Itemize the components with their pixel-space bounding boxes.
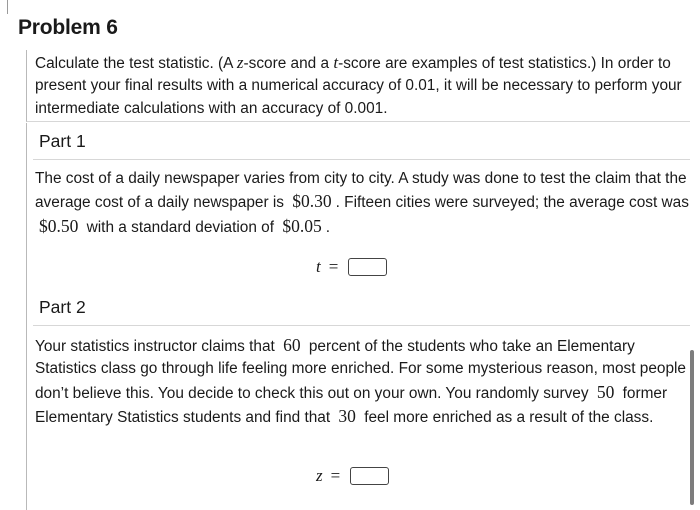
z-answer-input[interactable] <box>350 467 389 485</box>
problem-title: Problem 6 <box>18 16 118 39</box>
part2-header: Part 2 <box>33 289 690 326</box>
z-answer-label: z <box>316 466 323 485</box>
part1-text-segment: . <box>325 218 330 236</box>
part1-text-segment: with a standard deviation of <box>82 218 279 236</box>
intro-text-segment: -score are examples of test statistics.) In order to present your final results with a numerical accuracy of 0.01, it will be necessary to perform your intermediate calculations with an accuracy of 0.001. <box>35 55 682 117</box>
intro-section <box>26 50 690 122</box>
intro-text <box>35 50 690 120</box>
average-cost-value: $0.50 <box>39 215 79 236</box>
intro-text-segment: Calculate the test statistic. (A <box>35 55 237 72</box>
t-symbol: t <box>333 53 339 72</box>
top-divider-tick <box>7 0 8 14</box>
z-symbol: z <box>236 53 244 72</box>
part2-text-segment: percent of the students who take an Elementary Statistics class go through life feeling more enriched. For some mysterious reason, most people don’t believe this. You decide to check this out on your own. You randomly survey <box>35 338 686 402</box>
equals-sign: = <box>328 257 339 276</box>
claimed-percent-value: 60 <box>283 335 301 355</box>
part1-text <box>35 168 690 239</box>
enriched-count-value: 30 <box>338 405 356 426</box>
part2-text-segment: Your statistics instructor claims that <box>35 338 280 355</box>
claimed-cost-value: $0.30 <box>292 191 332 212</box>
part1-text-segment: . Fifteen cities were surveyed; the average cost was <box>335 194 689 212</box>
sample-size-value: 50 <box>596 381 615 402</box>
part2-text <box>35 334 690 429</box>
part2-text-segment: feel more enriched as a result of the class. <box>359 408 654 426</box>
vertical-scrollbar[interactable] <box>690 350 694 505</box>
t-answer-label: t <box>316 257 321 276</box>
standard-deviation-value: $0.05 <box>282 215 322 236</box>
part1-text-segment: The cost of a daily newspaper varies from city to city. A study was done to test the claim that the average cost of a daily newspaper is <box>35 170 687 212</box>
t-answer-input[interactable] <box>348 258 387 276</box>
intro-text-segment: -score and a <box>243 55 334 72</box>
part1-header: Part 1 <box>33 123 690 160</box>
z-answer-row <box>316 466 389 486</box>
t-answer-row <box>316 257 387 277</box>
part2-text-segment: former Elementary Statistics students and find that <box>35 384 668 426</box>
equals-sign: = <box>330 466 341 485</box>
